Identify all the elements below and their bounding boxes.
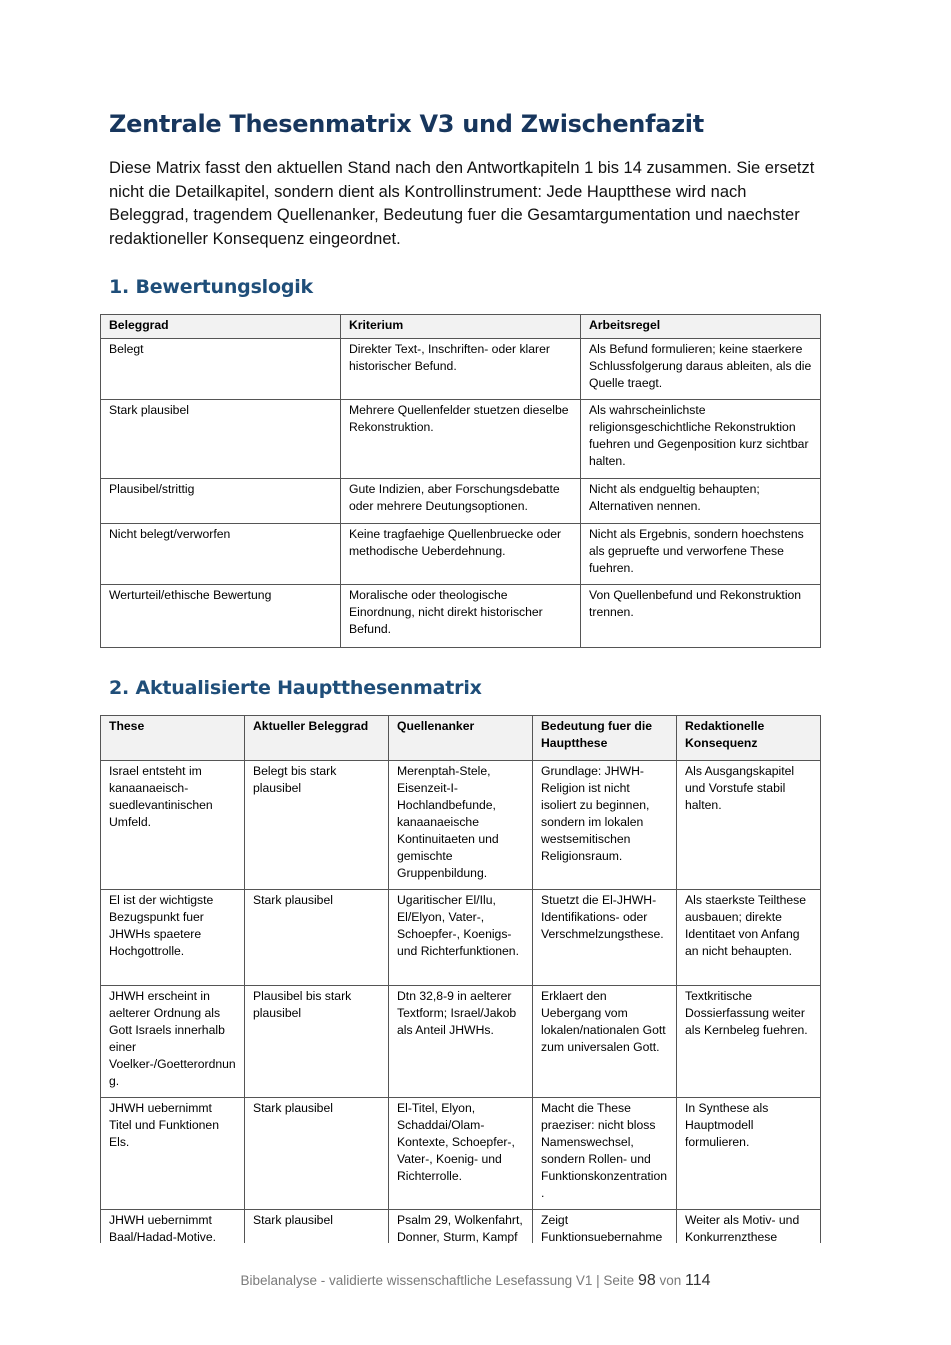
intro-paragraph: Diese Matrix fasst den aktuellen Stand nach den Antwortkapiteln 1 bis 14 zusammen. Sie ersetzt nicht die Detailkapitel, sondern dient als Kontrollinstrument: Jede Hauptthese wird nach Beleggrad, tragendem Quellenanker, Bedeutung fuer die Gesamtargumentation und naechster redaktioneller Konsequenz eingeordnet. — [109, 159, 815, 248]
table-row — [101, 890, 821, 986]
table-cell: Mehrere Quellenfelder stuetzen dieselbe Rekonstruktion. — [341, 400, 581, 479]
table-cell: Textkritische Dossierfassung weiter als Kernbeleg fuehren. — [677, 986, 821, 1098]
table-cell: Stark plausibel — [245, 1098, 389, 1210]
hauptthesenmatrix-table — [100, 715, 821, 1243]
table-cell: Stark plausibel — [245, 1210, 389, 1244]
page-total: 114 — [685, 1272, 711, 1289]
table-cell: Grundlage: JHWH-Religion ist nicht isoliert zu beginnen, sondern im lokalen westsemitischen Religionsraum. — [533, 761, 677, 890]
column-header: Bedeutung fuer die Hauptthese — [533, 716, 677, 761]
table-cell: Gute Indizien, aber Forschungsdebatte oder mehrere Deutungsoptionen. — [341, 479, 581, 524]
page-number: 98 — [637, 1272, 656, 1289]
table-cell: Als Befund formulieren; keine staerkere Schlussfolgerung daraus ableiten, als die Quelle traegt. — [581, 339, 821, 400]
table-row — [101, 1210, 821, 1244]
table-cell: Zeigt Funktionsuebernahme — [533, 1210, 677, 1244]
table-row — [101, 1098, 821, 1210]
table-cell: Plausibel bis stark plausibel — [245, 986, 389, 1098]
table-cell: Stuetzt die El-JHWH-Identifikations- oder Verschmelzungsthese. — [533, 890, 677, 986]
page-title: Zentrale Thesenmatrix V3 und Zwischenfazit — [109, 110, 704, 138]
table-cell: Merenptah-Stele, Eisenzeit-I-Hochlandbefunde, kanaanaeische Kontinuitaeten und gemischte Gruppenbildung. — [389, 761, 533, 890]
table-cell: Belegt — [101, 339, 341, 400]
table-cell: Als wahrscheinlichste religionsgeschichtliche Rekonstruktion fuehren und Gegenposition kurz sichtbar halten. — [581, 400, 821, 479]
table-cell: Belegt bis stark plausibel — [245, 761, 389, 890]
column-header: Arbeitsregel — [581, 315, 821, 339]
section-heading-hauptthesenmatrix: 2. Aktualisierte Hauptthesenmatrix — [109, 677, 482, 699]
column-header: Kriterium — [341, 315, 581, 339]
table-cell: Als staerkste Teilthese ausbauen; direkte Identitaet von Anfang an nicht behaupten. — [677, 890, 821, 986]
table-cell: Psalm 29, Wolkenfahrt, Donner, Sturm, Kampf — [389, 1210, 533, 1244]
table-cell: In Synthese als Hauptmodell formulieren. — [677, 1098, 821, 1210]
table-cell: JHWH uebernimmt Baal/Hadad-Motive. — [101, 1210, 245, 1244]
footer-text: Bibelanalyse - validierte wissenschaftliche Lesefassung V1 | Seite — [240, 1273, 635, 1288]
page-footer — [0, 1272, 951, 1290]
column-header: Quellenanker — [389, 716, 533, 761]
table-cell: JHWH uebernimmt Titel und Funktionen Els. — [101, 1098, 245, 1210]
column-header: Aktueller Beleggrad — [245, 716, 389, 761]
table-cell: Nicht als endgueltig behaupten; Alternativen nennen. — [581, 479, 821, 524]
table-cell: Weiter als Motiv- und Konkurrenzthese — [677, 1210, 821, 1244]
column-header: Beleggrad — [101, 315, 341, 339]
table-cell: Nicht als Ergebnis, sondern hoechstens als gepruefte und verworfene These fuehren. — [581, 524, 821, 585]
table-cell: Israel entsteht im kanaanaeisch-suedlevantinischen Umfeld. — [101, 761, 245, 890]
table-cell: El ist der wichtigste Bezugspunkt fuer JHWHs spaetere Hochgottrolle. — [101, 890, 245, 986]
table-cell: Stark plausibel — [101, 400, 341, 479]
footer-separator: von — [659, 1273, 682, 1288]
table-cell: Werturteil/ethische Bewertung — [101, 585, 341, 648]
table-cell: Macht die These praeziser: nicht bloss Namenswechsel, sondern Rollen- und Funktionskonzentration. — [533, 1098, 677, 1210]
table-cell: Von Quellenbefund und Rekonstruktion trennen. — [581, 585, 821, 648]
table-cell: El-Titel, Elyon, Schaddai/Olam-Kontexte, Schoepfer-, Vater-, Koenig- und Richterrolle. — [389, 1098, 533, 1210]
table-cell: Direkter Text-, Inschriften- oder klarer historischer Befund. — [341, 339, 581, 400]
table-header-row — [101, 716, 821, 761]
column-header: Redaktionelle Konsequenz — [677, 716, 821, 761]
column-header: These — [101, 716, 245, 761]
table-cell: JHWH erscheint in aelterer Ordnung als Gott Israels innerhalb einer Voelker-/Goetterordnung. — [101, 986, 245, 1098]
table-cell: Stark plausibel — [245, 890, 389, 986]
table-row — [101, 986, 821, 1098]
section-heading-bewertungslogik: 1. Bewertungslogik — [109, 276, 313, 298]
table-row — [101, 761, 821, 890]
table-cell: Plausibel/strittig — [101, 479, 341, 524]
table-cell: Ugaritischer El/Ilu, El/Elyon, Vater-, Schoepfer-, Koenigs- und Richterfunktionen. — [389, 890, 533, 986]
table-cell: Als Ausgangskapitel und Vorstufe stabil halten. — [677, 761, 821, 890]
table-cell: Nicht belegt/verworfen — [101, 524, 341, 585]
table-cell: Moralische oder theologische Einordnung, nicht direkt historischer Befund. — [341, 585, 581, 648]
table-cell: Dtn 32,8-9 in aelterer Textform; Israel/Jakob als Anteil JHWHs. — [389, 986, 533, 1098]
table-cell: Keine tragfaehige Quellenbruecke oder methodische Ueberdehnung. — [341, 524, 581, 585]
table-cell: Erklaert den Uebergang vom lokalen/nationalen Gott zum universalen Gott. — [533, 986, 677, 1098]
